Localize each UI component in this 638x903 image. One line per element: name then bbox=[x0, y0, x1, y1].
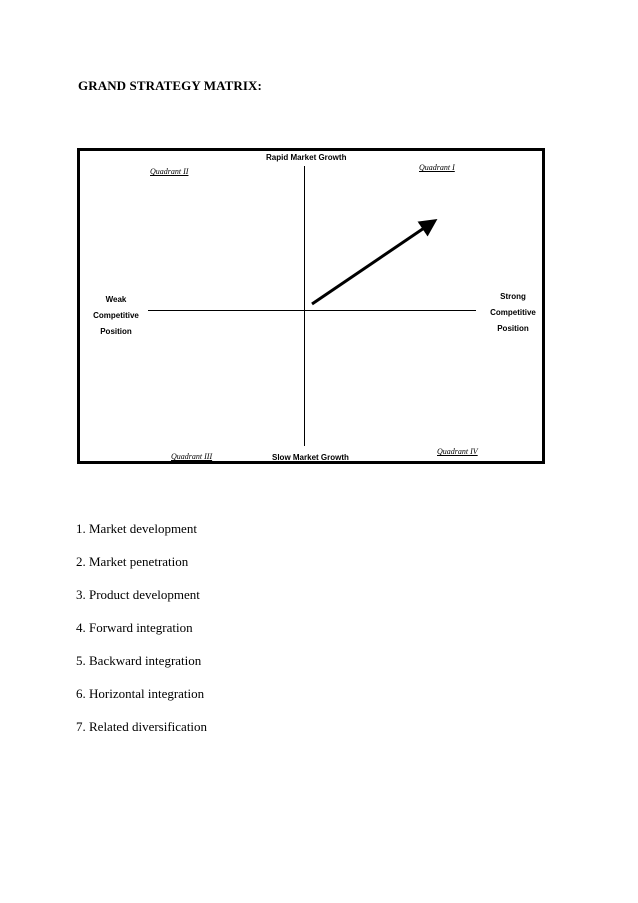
list-item: 7. Related diversification bbox=[76, 719, 208, 734]
right-axis-label-line: Competitive bbox=[490, 308, 536, 317]
page-title: GRAND STRATEGY MATRIX: bbox=[78, 78, 262, 93]
quadrant-iv-label: Quadrant IV bbox=[437, 447, 478, 456]
list-item: 2. Market penetration bbox=[76, 554, 189, 569]
quadrant-iii-label: Quadrant III bbox=[171, 452, 213, 461]
strategy-list bbox=[76, 520, 207, 751]
left-axis-label-line: Competitive bbox=[93, 311, 139, 320]
grand-strategy-matrix-frame bbox=[77, 148, 545, 464]
horizontal-axis bbox=[148, 310, 476, 311]
vertical-axis bbox=[304, 166, 305, 446]
left-axis-label bbox=[88, 292, 144, 340]
list-item: 6. Horizontal integration bbox=[76, 686, 205, 701]
quadrant-i-label: Quadrant I bbox=[419, 163, 455, 172]
list-item: 4. Forward integration bbox=[76, 620, 193, 635]
left-axis-label-line: Position bbox=[100, 327, 132, 336]
list-item: 1. Market development bbox=[76, 521, 197, 536]
right-axis-label bbox=[484, 289, 542, 337]
bottom-axis-label: Slow Market Growth bbox=[272, 453, 349, 462]
right-axis-label-line: Strong bbox=[500, 292, 526, 301]
list-item: 3. Product development bbox=[76, 587, 200, 602]
list-item: 5. Backward integration bbox=[76, 653, 202, 668]
left-axis-label-line: Weak bbox=[105, 295, 127, 304]
right-axis-label-line: Position bbox=[497, 324, 529, 333]
quadrant-ii-label: Quadrant II bbox=[150, 167, 189, 176]
top-axis-label: Rapid Market Growth bbox=[266, 153, 347, 162]
